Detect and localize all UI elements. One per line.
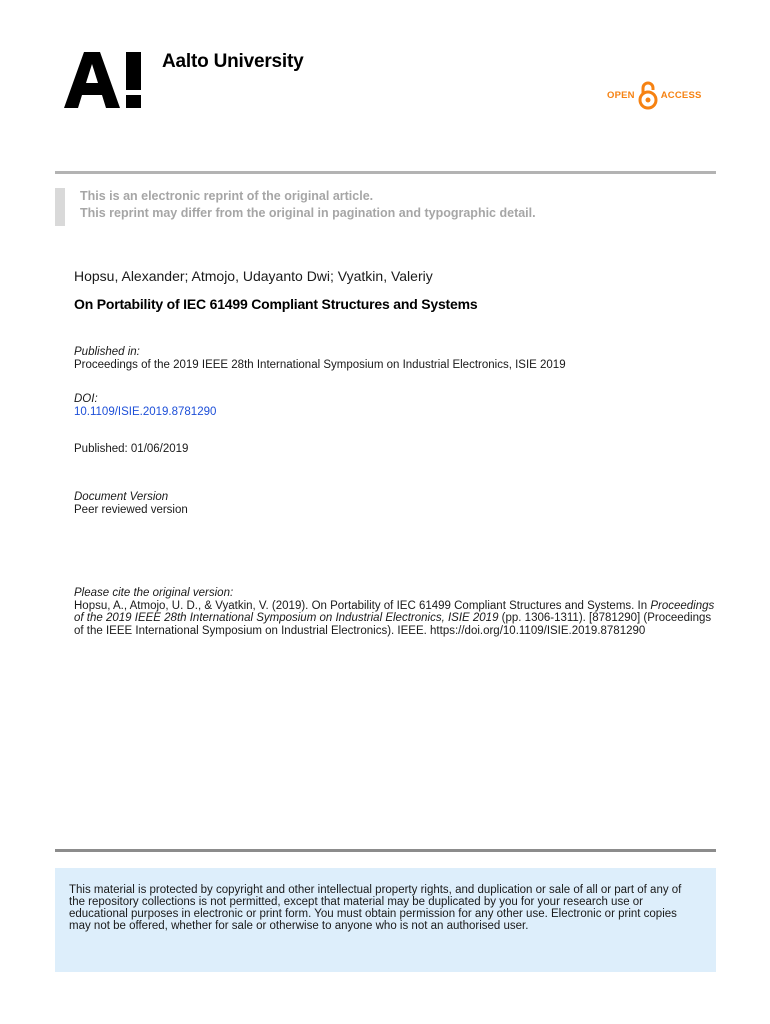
reprint-notice [80,188,536,222]
open-access-badge [607,80,702,110]
university-name: Aalto University [162,51,304,72]
citation-section [74,587,722,637]
open-lock-icon [636,80,660,110]
article-title: On Portability of IEC 61499 Compliant Structures and Systems [74,296,478,312]
open-access-left-label: OPEN [607,89,635,101]
aalto-logo-icon [64,52,146,110]
doi-link[interactable]: 10.1109/ISIE.2019.8781290 [74,405,217,418]
open-access-right-label: ACCESS [660,89,702,101]
citation-text-part1: Hopsu, A., Atmojo, U. D., & Vyatkin, V. (2019). On Portability of IEC 61499 Compliant Structures and Systems. In [74,599,651,612]
top-divider [55,171,716,174]
document-version-label: Document Version [74,491,169,503]
document-version-value: Peer reviewed version [74,503,188,516]
copyright-notice-box [55,868,716,972]
citation-label: Please cite the original version: [74,587,234,599]
reprint-notice-bar [55,188,65,226]
copyright-notice-text: This material is protected by copyright and other intellectual property rights, and duplication or sale of all or part of any of the repository collections is not permitted, except that material may be duplicated by you for your research use or educational purposes in electronic or print form. You must obtain permission for any other use. Electronic or print copies may not be offered, whether for sale or otherwise to anyone who is not an authorised user. [69,884,682,932]
doi-label: DOI: [74,393,98,405]
published-date: Published: 01/06/2019 [74,443,189,455]
doi-section [74,393,216,418]
document-version-section [74,491,188,516]
published-in-section [74,346,566,371]
reprint-notice-line1: This is an electronic reprint of the original article. [80,189,374,203]
reprint-notice-line2: This reprint may differ from the original in pagination and typographic detail. [80,206,536,220]
citation-text-italic: Proceedings of the 2019 IEEE 28th International Symposium on Industrial Electronics, ISIE 2019 [74,599,715,624]
published-in-value: Proceedings of the 2019 IEEE 28th International Symposium on Industrial Electronics, ISIE 2019 [74,358,566,371]
published-in-label: Published in: [74,346,140,358]
article-authors: Hopsu, Alexander; Atmojo, Udayanto Dwi; Vyatkin, Valeriy [74,268,433,284]
citation-text-part2: (pp. 1306-1311). [8781290] (Proceedings of the IEEE International Symposium on Industrial Electronics). IEEE. https://doi.org/10.1109/ISIE.2019.8781290 [74,612,712,637]
bottom-divider [55,849,716,852]
